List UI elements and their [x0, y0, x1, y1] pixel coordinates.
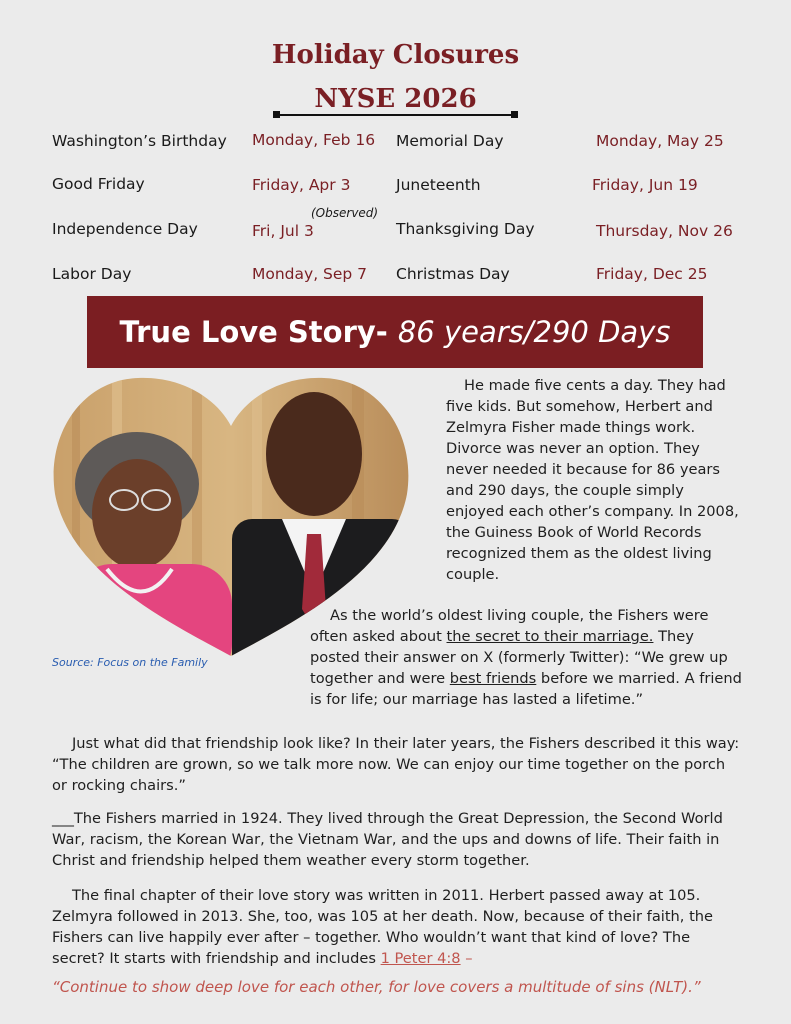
observed-note: (Observed): [311, 206, 379, 220]
story-paragraph-2: [310, 605, 742, 710]
holiday-name: Good Friday: [52, 175, 145, 193]
holiday-date: Friday, Apr 3: [252, 176, 351, 194]
holiday-date: Thursday, Nov 26: [596, 222, 733, 240]
p2-text-a: As the world’s oldest living couple, the Fishers were often asked about: [310, 607, 709, 645]
secret-link[interactable]: the secret to their marriage.: [446, 628, 654, 645]
page-title: Holiday Closures: [271, 40, 520, 70]
banner-bold: True Love Story-: [119, 315, 388, 349]
story-paragraph-3: Just what did that friendship look like? In their later years, the Fishers described it this way: “The children are grown, so we talk more now. We can enjoy our time together on the porch or rocking chairs.”: [52, 735, 740, 794]
holiday-name: Christmas Day: [396, 265, 510, 283]
holiday-date: Fri, Jul 3: [252, 222, 314, 240]
p2-text-b: They posted their answer on X (formerly Twitter): “We grew up together and were: [310, 628, 728, 687]
p4-blank: ___: [52, 810, 74, 827]
holiday-name: Labor Day: [52, 265, 132, 283]
story-paragraph-4: [52, 808, 742, 871]
p4-text: The Fishers married in 1924. They lived through the Great Depression, the Second World War, racism, the Korean War, the Vietnam War, and the ups and downs of life. Their faith in Christ and friendship helped them weather every storm together.: [52, 810, 723, 869]
photo-caption: Source: Focus on the Family: [52, 656, 208, 669]
best-friends-link[interactable]: best friends: [449, 670, 537, 687]
story-paragraph-1: He made five cents a day. They had five kids. But somehow, Herbert and Zelmyra Fisher made things work. Divorce was never an option. They never needed it because for 86 years and 290 days, the couple simply enjoyed each other’s company. In 2008, the Guiness Book of World Records recognized them as the oldest living couple.: [446, 377, 739, 583]
holiday-date: Monday, Feb 16: [252, 131, 376, 149]
scripture-quote: “Continue to show deep love for each other, for love covers a multitude of sins (NLT).”: [52, 978, 701, 996]
holiday-date: Friday, Dec 25: [596, 265, 708, 283]
banner-italic: 86 years/290 Days: [397, 315, 671, 349]
holiday-date: Monday, Sep 7: [252, 265, 368, 283]
holiday-name: Thanksgiving Day: [396, 220, 535, 238]
holiday-name: Independence Day: [52, 220, 198, 238]
underline-end-right: [511, 111, 518, 118]
p5-end: –: [460, 950, 473, 967]
story-paragraph-5: [52, 885, 742, 969]
page-subtitle: NYSE 2026: [314, 84, 477, 114]
p5-text: The final chapter of their love story was written in 2011. Herbert passed away at 105. Zelmyra followed in 2013. She, too, was 105 at her death. Now, because of their faith, the Fishers can live happily ever after – together. Who wouldn’t want that kind of love? The secret? It starts with friendship and includes: [52, 887, 714, 967]
holiday-date: Monday, May 25: [596, 132, 724, 150]
p2-text-c: before we married. A friend is for life; our marriage has lasted a lifetime.”: [310, 670, 742, 708]
story-banner: [87, 296, 703, 368]
holiday-date: Friday, Jun 19: [592, 176, 698, 194]
holiday-name: Juneteenth: [396, 176, 481, 194]
title-underline: [277, 114, 515, 116]
underline-end-left: [273, 111, 280, 118]
holiday-name: Memorial Day: [396, 132, 504, 150]
scripture-link[interactable]: 1 Peter 4:8: [380, 950, 461, 967]
holiday-name: Washington’s Birthday: [52, 132, 227, 150]
